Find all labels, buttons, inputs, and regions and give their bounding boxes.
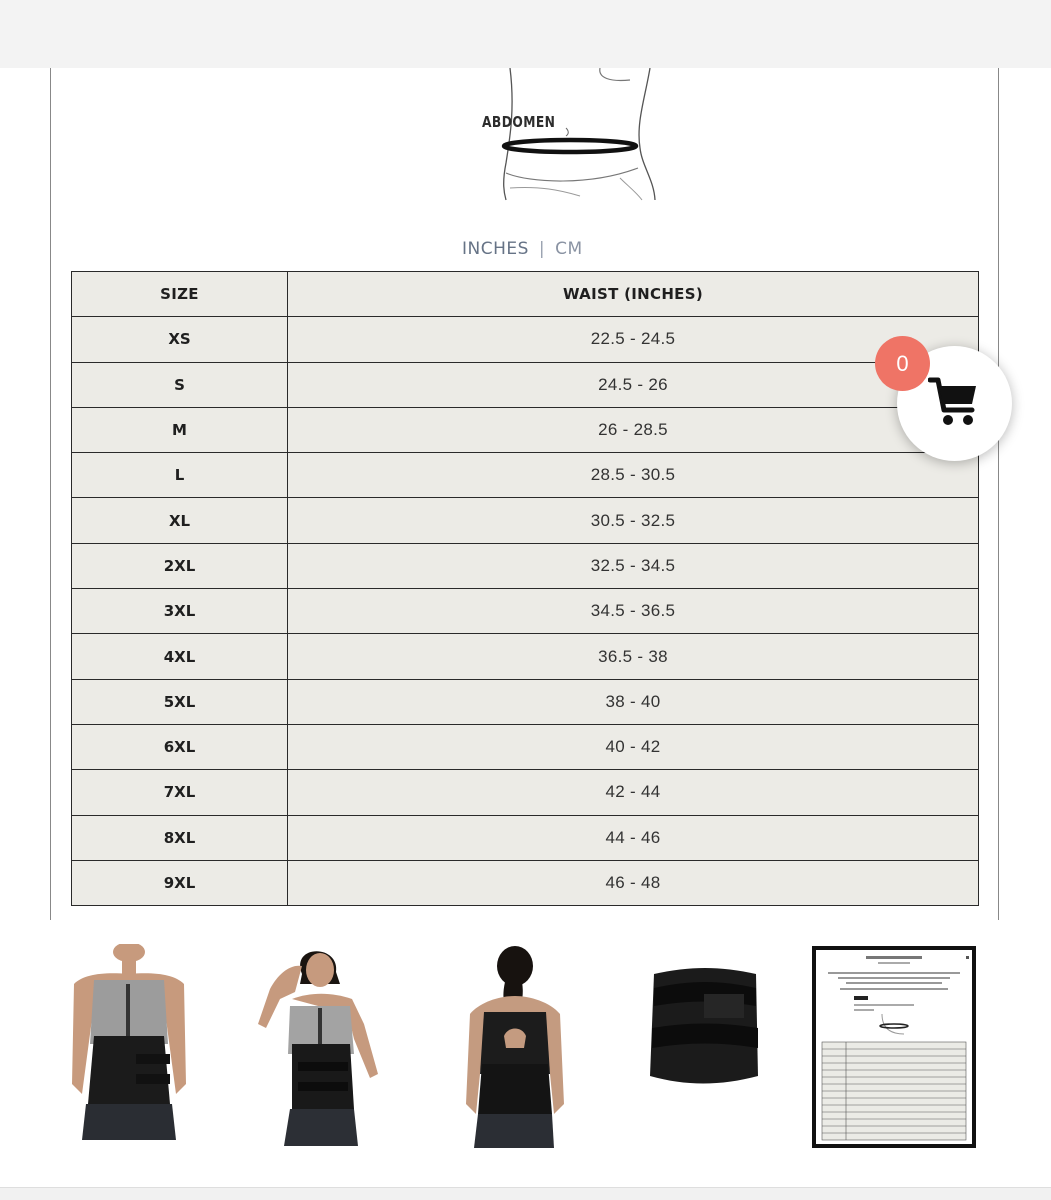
top-bar — [0, 0, 1051, 68]
table-row — [72, 589, 979, 634]
size-cell: XL — [72, 498, 288, 543]
table-row — [72, 724, 979, 769]
page-border-left — [50, 68, 51, 920]
abdomen-label: ABDOMEN — [482, 113, 556, 131]
waist-cell: 36.5 - 38 — [288, 634, 979, 679]
shopping-cart-icon — [928, 374, 980, 430]
table-row — [72, 634, 979, 679]
size-chart-table — [71, 271, 979, 906]
table-row — [72, 498, 979, 543]
torso-sketch-icon — [470, 68, 690, 208]
table-header-row — [72, 272, 979, 317]
page-border-right — [998, 68, 999, 920]
waist-cell: 38 - 40 — [288, 679, 979, 724]
table-row — [72, 679, 979, 724]
size-cell: 3XL — [72, 589, 288, 634]
size-cell: 5XL — [72, 679, 288, 724]
table-row — [72, 362, 979, 407]
abdomen-figure — [470, 68, 690, 208]
waist-cell: 42 - 44 — [288, 770, 979, 815]
waist-cell: 28.5 - 30.5 — [288, 453, 979, 498]
size-cell: 4XL — [72, 634, 288, 679]
size-cell: 2XL — [72, 543, 288, 588]
thumbnail-size-chart-preview[interactable] — [812, 946, 976, 1148]
size-cell: L — [72, 453, 288, 498]
waist-cell: 30.5 - 32.5 — [288, 498, 979, 543]
bottom-bar — [0, 1187, 1051, 1200]
model-posed-image-icon — [250, 944, 390, 1149]
size-cell: 9XL — [72, 860, 288, 905]
thumbnail-back-view[interactable] — [460, 944, 570, 1149]
waist-column-header: WAIST (INCHES) — [288, 272, 979, 317]
unit-inches-tab[interactable]: INCHES — [462, 239, 529, 259]
thumbnail-posed-view[interactable] — [250, 944, 390, 1149]
table-row — [72, 770, 979, 815]
size-cell: S — [72, 362, 288, 407]
waist-cell: 22.5 - 24.5 — [288, 317, 979, 362]
size-column-header: SIZE — [72, 272, 288, 317]
size-cell: 7XL — [72, 770, 288, 815]
unit-cm-tab[interactable]: CM — [555, 239, 583, 259]
table-row — [72, 860, 979, 905]
table-row — [72, 407, 979, 452]
size-cell: M — [72, 407, 288, 452]
thumbnail-strip — [0, 944, 1051, 1154]
waist-trainer-product-image-icon — [640, 966, 765, 1091]
table-row — [72, 453, 979, 498]
table-row — [72, 543, 979, 588]
waist-cell: 24.5 - 26 — [288, 362, 979, 407]
waist-cell: 34.5 - 36.5 — [288, 589, 979, 634]
size-cell: XS — [72, 317, 288, 362]
model-front-image-icon — [64, 944, 194, 1144]
table-row — [72, 317, 979, 362]
waist-cell: 26 - 28.5 — [288, 407, 979, 452]
waist-cell: 40 - 42 — [288, 724, 979, 769]
thumbnail-product-only[interactable] — [640, 966, 765, 1091]
table-row — [72, 815, 979, 860]
cart-count-badge: 0 — [875, 336, 930, 391]
thumbnail-front-view[interactable] — [64, 944, 194, 1144]
size-cell: 8XL — [72, 815, 288, 860]
waist-cell: 44 - 46 — [288, 815, 979, 860]
model-back-image-icon — [460, 944, 570, 1149]
size-chart-preview-image-icon — [816, 950, 972, 1144]
waist-cell: 32.5 - 34.5 — [288, 543, 979, 588]
size-cell: 6XL — [72, 724, 288, 769]
waist-cell: 46 - 48 — [288, 860, 979, 905]
unit-separator: | — [538, 239, 546, 259]
unit-toggle — [462, 239, 583, 259]
